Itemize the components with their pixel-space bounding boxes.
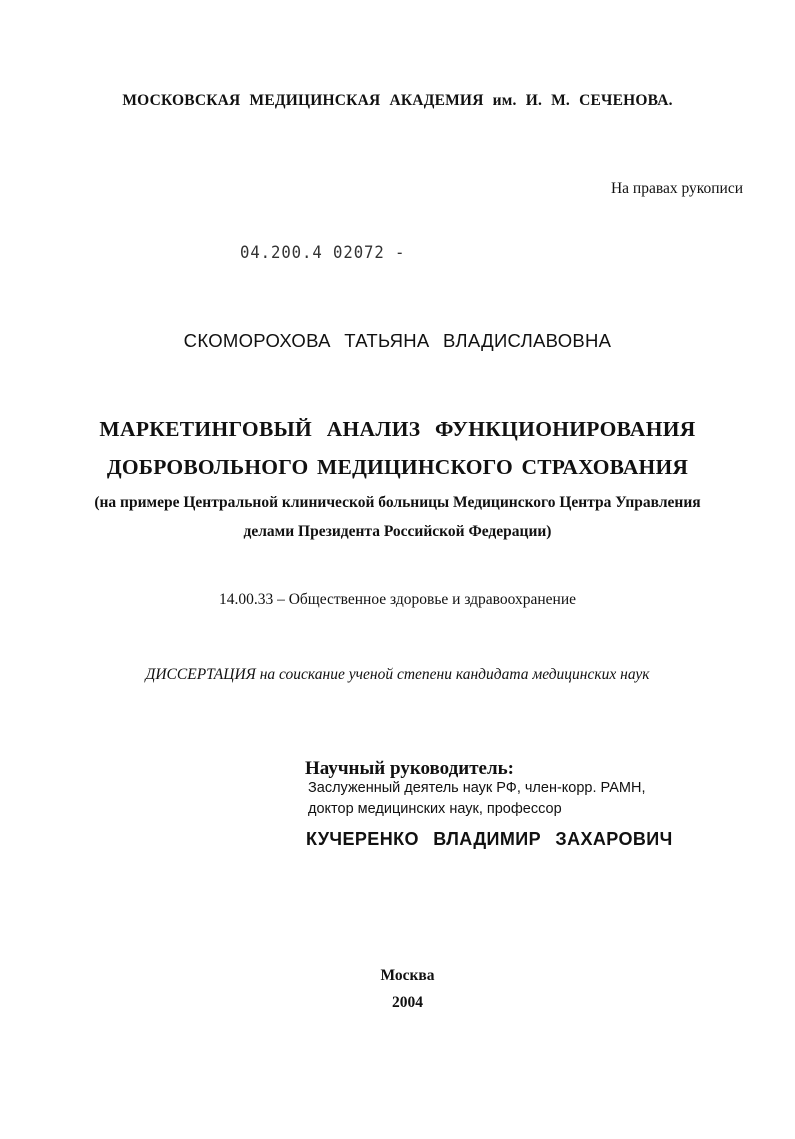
institution-name: МОСКОВСКАЯ МЕДИЦИНСКАЯ АКАДЕМИЯ им. И. М. СЕЧЕНОВА. <box>122 92 673 109</box>
manuscript-rights-note: На правах рукописи <box>610 180 743 197</box>
library-stamp-code: 04.200.4 02072 - <box>240 243 406 263</box>
publication-city: Москва <box>380 967 435 984</box>
supervisor-heading: Научный руководитель: <box>305 758 514 779</box>
thesis-subtitle-line-1: (на примере Центральной клинической больницы Медицинского Центра Управления <box>94 494 701 511</box>
thesis-subtitle-line-2: делами Президента Российской Федерации) <box>243 523 552 540</box>
author-name: СКОМОРОХОВА ТАТЬЯНА ВЛАДИСЛАВОВНА <box>183 330 612 351</box>
publication-year: 2004 <box>392 994 423 1011</box>
supervisor-name: КУЧЕРЕНКО ВЛАДИМИР ЗАХАРОВИЧ <box>306 829 673 849</box>
specialty-code: 14.00.33 – Общественное здоровье и здравоохранение <box>218 591 577 608</box>
supervisor-title-line-2: доктор медицинских наук, профессор <box>308 801 562 817</box>
thesis-title-line-1: МАРКЕТИНГОВЫЙ АНАЛИЗ ФУНКЦИОНИРОВАНИЯ <box>99 417 696 441</box>
thesis-title-line-2: ДОБРОВОЛЬНОГО МЕДИЦИНСКОГО СТРАХОВАНИЯ <box>106 455 689 479</box>
supervisor-title-line-1: Заслуженный деятель наук РФ, член-корр. РАМН, <box>308 780 646 796</box>
thesis-degree-statement: ДИССЕРТАЦИЯ на соискание ученой степени кандидата медицинских наук <box>145 666 650 683</box>
